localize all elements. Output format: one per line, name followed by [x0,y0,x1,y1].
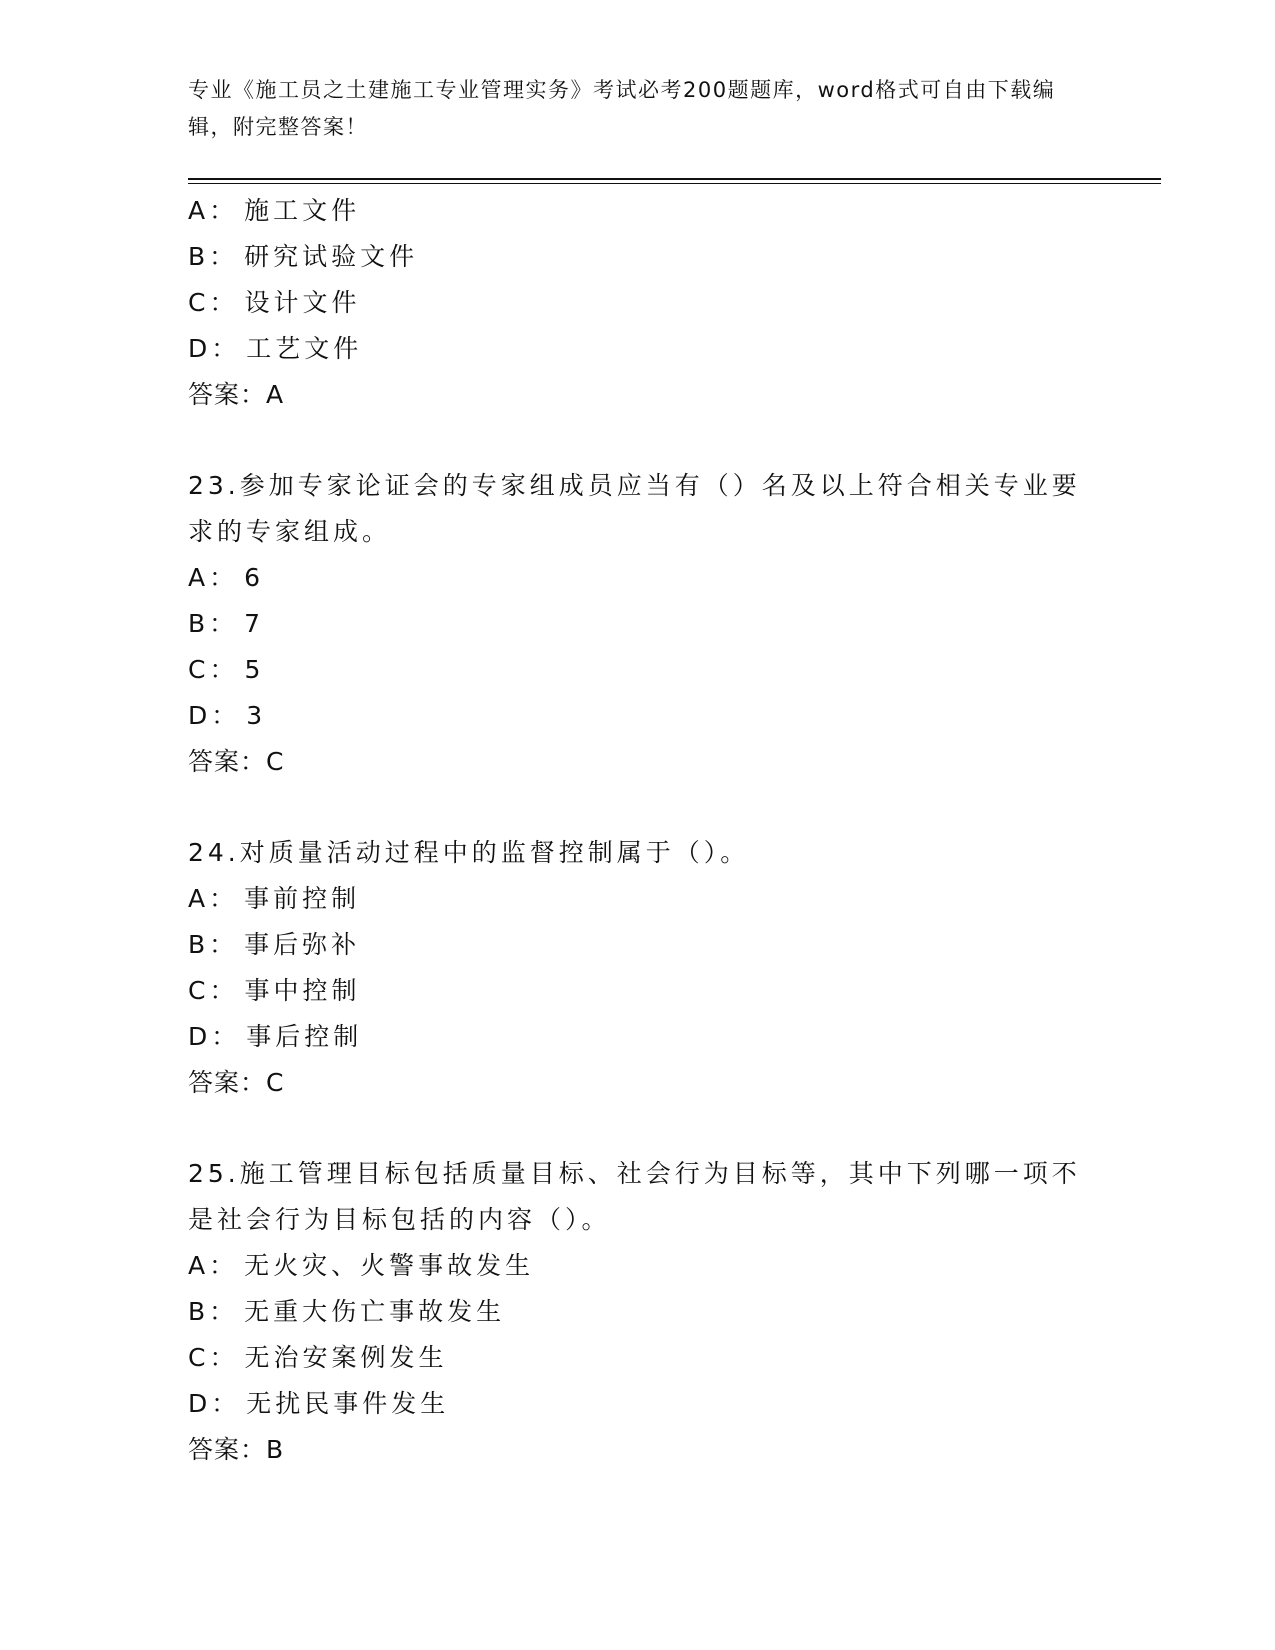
question-22-continuation [188,188,1088,418]
option-c: C： 无治安案例发生 [188,1343,448,1372]
option-c: C： 设计文件 [188,288,361,317]
answer: 答案：C [188,1068,285,1097]
option-b: B： 无重大伤亡事故发生 [188,1297,506,1326]
option-a: A： 无火灾、火警事故发生 [188,1251,535,1280]
option-b: B： 研究试验文件 [188,242,419,271]
document-header: 专业《施工员之土建施工专业管理实务》考试必考200题题库，word格式可自由下载编辑，附完整答案！ [188,78,1056,139]
option-a: A： 事前控制 [188,884,361,913]
question-list [188,188,1088,1473]
option-a: A： 6 [188,563,265,592]
option-a: A： 施工文件 [188,196,361,225]
option-d: D： 事后控制 [188,1022,363,1051]
question-stem: 23.参加专家论证会的专家组成员应当有（）名及以上符合相关专业要求的专家组成。 [188,471,1081,546]
question-24 [188,830,1088,1106]
option-d: D： 无扰民事件发生 [188,1389,450,1418]
question-25 [188,1151,1088,1473]
option-b: B： 7 [188,609,265,638]
question-23 [188,463,1088,785]
option-c: C： 5 [188,655,265,684]
answer: 答案：C [188,747,285,776]
option-d: D： 3 [188,701,267,730]
option-c: C： 事中控制 [188,976,361,1005]
question-stem: 25.施工管理目标包括质量目标、社会行为目标等，其中下列哪一项不是社会行为目标包括的内容（）。 [188,1159,1081,1234]
header-divider-thick [188,178,1161,180]
option-d: D： 工艺文件 [188,334,363,363]
question-stem: 24.对质量活动过程中的监督控制属于（）。 [188,838,750,867]
option-b: B： 事后弥补 [188,930,361,959]
header-divider-thin [188,183,1161,184]
answer: 答案：A [188,380,285,409]
answer: 答案：B [188,1435,285,1464]
